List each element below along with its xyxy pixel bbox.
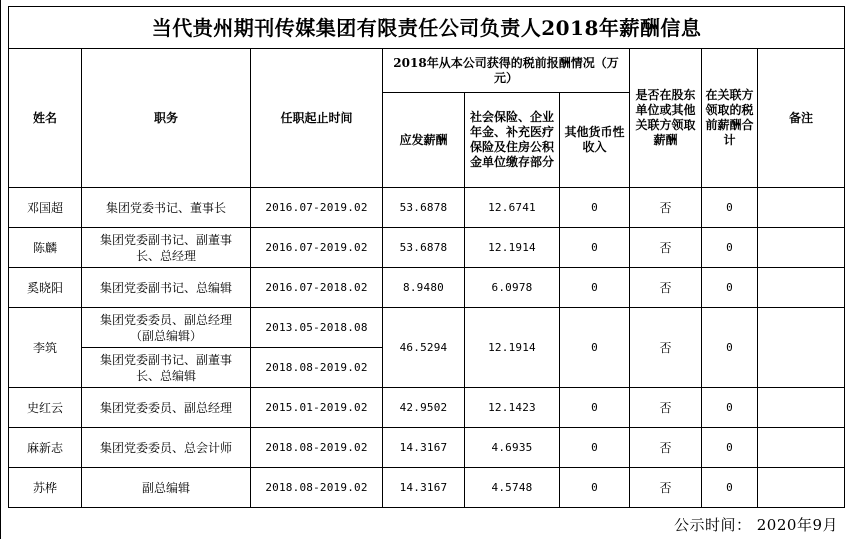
cell-position: 集团党委书记、董事长 <box>82 188 251 228</box>
cell-name: 李筑 <box>9 308 82 388</box>
cell-name: 邓国超 <box>9 188 82 228</box>
header-row-1 <box>9 49 845 93</box>
cell-shareholder-pay: 否 <box>630 308 702 388</box>
cell-name: 奚晓阳 <box>9 268 82 308</box>
cell-term: 2018.08-2019.02 <box>251 348 383 388</box>
cell-other-income: 0 <box>560 468 630 508</box>
cell-term: 2018.08-2019.02 <box>251 428 383 468</box>
cell-salary: 8.9480 <box>383 268 465 308</box>
cell-other-income: 0 <box>560 428 630 468</box>
cell-shareholder-pay: 否 <box>630 468 702 508</box>
cell-term: 2015.01-2019.02 <box>251 388 383 428</box>
cell-shareholder-pay: 否 <box>630 388 702 428</box>
sheet-left-edge <box>0 0 1 539</box>
header-name: 姓名 <box>9 49 82 188</box>
cell-remark <box>758 468 845 508</box>
header-other-income: 其他货币性收入 <box>560 93 630 188</box>
table-row <box>9 308 845 348</box>
title-row <box>9 7 845 49</box>
cell-shareholder-pay: 否 <box>630 228 702 268</box>
header-pretax-group: 2018年从本公司获得的税前报酬情况（万元） <box>383 49 630 93</box>
cell-salary: 42.9502 <box>383 388 465 428</box>
header-shareholder-pay: 是否在股东单位或其他关联方领取薪酬 <box>630 49 702 188</box>
cell-position: 集团党委委员、副总经理（副总编辑） <box>82 308 251 348</box>
table-row <box>9 268 845 308</box>
cell-affiliate-total: 0 <box>702 308 758 388</box>
cell-insurance: 12.1423 <box>465 388 560 428</box>
cell-insurance: 6.0978 <box>465 268 560 308</box>
cell-position: 集团党委副书记、副董事长、总经理 <box>82 228 251 268</box>
publish-date: 公示时间： 2020年9月 <box>674 516 838 534</box>
table-row <box>9 428 845 468</box>
salary-table <box>8 6 845 508</box>
cell-affiliate-total: 0 <box>702 388 758 428</box>
cell-term: 2016.07-2018.02 <box>251 268 383 308</box>
cell-salary: 14.3167 <box>383 428 465 468</box>
cell-remark <box>758 188 845 228</box>
cell-name: 麻新志 <box>9 428 82 468</box>
table-row <box>9 228 845 268</box>
cell-remark <box>758 428 845 468</box>
salary-sheet <box>8 6 845 508</box>
cell-term: 2018.08-2019.02 <box>251 468 383 508</box>
header-term: 任职起止时间 <box>251 49 383 188</box>
cell-insurance: 4.5748 <box>465 468 560 508</box>
header-affiliate-total: 在关联方领取的税前薪酬合计 <box>702 49 758 188</box>
cell-position: 副总编辑 <box>82 468 251 508</box>
cell-other-income: 0 <box>560 308 630 388</box>
cell-term: 2016.07-2019.02 <box>251 228 383 268</box>
cell-other-income: 0 <box>560 228 630 268</box>
cell-affiliate-total: 0 <box>702 428 758 468</box>
cell-other-income: 0 <box>560 188 630 228</box>
cell-remark <box>758 228 845 268</box>
cell-term: 2016.07-2019.02 <box>251 188 383 228</box>
cell-insurance: 12.1914 <box>465 228 560 268</box>
cell-affiliate-total: 0 <box>702 468 758 508</box>
cell-affiliate-total: 0 <box>702 268 758 308</box>
cell-other-income: 0 <box>560 268 630 308</box>
table-row <box>9 388 845 428</box>
cell-shareholder-pay: 否 <box>630 188 702 228</box>
cell-position: 集团党委副书记、总编辑 <box>82 268 251 308</box>
page-title: 当代贵州期刊传媒集团有限责任公司负责人2018年薪酬信息 <box>9 7 845 49</box>
cell-affiliate-total: 0 <box>702 228 758 268</box>
cell-name: 史红云 <box>9 388 82 428</box>
cell-insurance: 12.6741 <box>465 188 560 228</box>
cell-remark <box>758 388 845 428</box>
cell-shareholder-pay: 否 <box>630 428 702 468</box>
header-salary: 应发薪酬 <box>383 93 465 188</box>
cell-insurance: 4.6935 <box>465 428 560 468</box>
table-row <box>9 188 845 228</box>
cell-salary: 53.6878 <box>383 188 465 228</box>
cell-remark <box>758 268 845 308</box>
cell-remark <box>758 308 845 388</box>
cell-salary: 53.6878 <box>383 228 465 268</box>
cell-position: 集团党委委员、副总经理 <box>82 388 251 428</box>
cell-name: 苏桦 <box>9 468 82 508</box>
cell-position: 集团党委委员、总会计师 <box>82 428 251 468</box>
table-row <box>9 468 845 508</box>
header-position: 职务 <box>82 49 251 188</box>
cell-shareholder-pay: 否 <box>630 268 702 308</box>
header-remark: 备注 <box>758 49 845 188</box>
cell-salary: 14.3167 <box>383 468 465 508</box>
header-insurance: 社会保险、企业年金、补充医疗保险及住房公积金单位缴存部分 <box>465 93 560 188</box>
cell-salary: 46.5294 <box>383 308 465 388</box>
cell-other-income: 0 <box>560 388 630 428</box>
cell-position: 集团党委副书记、副董事长、总编辑 <box>82 348 251 388</box>
cell-insurance: 12.1914 <box>465 308 560 388</box>
cell-term: 2013.05-2018.08 <box>251 308 383 348</box>
cell-name: 陈麟 <box>9 228 82 268</box>
cell-affiliate-total: 0 <box>702 188 758 228</box>
